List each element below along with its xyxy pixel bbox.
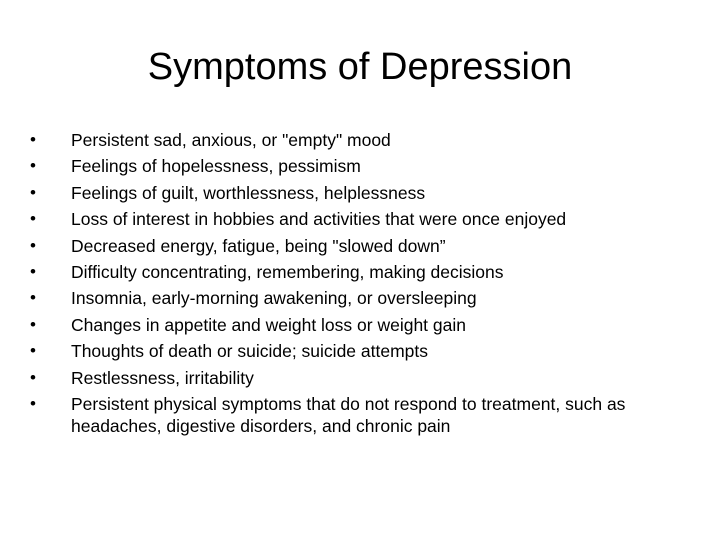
bullet-text: Insomnia, early-morning awakening, or oversleeping bbox=[71, 288, 477, 309]
bullet-text: Feelings of hopelessness, pessimism bbox=[71, 156, 361, 177]
list-item bbox=[30, 153, 690, 179]
list-item bbox=[30, 206, 690, 232]
bullet-text: Thoughts of death or suicide; suicide attempts bbox=[71, 341, 429, 362]
bullet-icon: • bbox=[30, 209, 36, 229]
bullet-icon: • bbox=[30, 367, 36, 387]
list-item bbox=[30, 338, 690, 364]
list-item bbox=[30, 259, 690, 285]
list-item bbox=[30, 391, 690, 439]
bullet-icon: • bbox=[30, 261, 36, 281]
list-item bbox=[30, 180, 690, 206]
bullet-text: Persistent sad, anxious, or "empty" mood bbox=[71, 130, 391, 150]
bullet-icon: • bbox=[30, 156, 36, 176]
bullet-list bbox=[30, 127, 690, 439]
bullet-text: Restlessness, irritability bbox=[71, 367, 254, 388]
bullet-text: Changes in appetite and weight loss or weight gain bbox=[71, 314, 466, 335]
bullet-text: Feelings of guilt, worthlessness, helplessness bbox=[71, 182, 426, 203]
list-item bbox=[30, 312, 690, 338]
bullet-icon: • bbox=[30, 288, 36, 308]
bullet-icon: • bbox=[30, 182, 36, 202]
bullet-text: Decreased energy, fatigue, being "slowed down” bbox=[71, 235, 446, 256]
list-item bbox=[30, 365, 690, 391]
list-item bbox=[30, 285, 690, 311]
list-item bbox=[30, 127, 690, 153]
list-item bbox=[30, 233, 690, 259]
bullet-icon: • bbox=[30, 314, 36, 334]
bullet-text: Loss of interest in hobbies and activities that were once enjoyed bbox=[71, 209, 567, 230]
bullet-icon: • bbox=[30, 130, 36, 149]
bullet-text: Persistent physical symptoms that do not respond to treatment, such as headaches, digestive disorders, and chronic pain bbox=[71, 393, 626, 436]
bullet-icon: • bbox=[30, 341, 36, 361]
bullet-icon: • bbox=[30, 235, 36, 255]
bullet-icon: • bbox=[30, 393, 36, 413]
bullet-text: Difficulty concentrating, remembering, making decisions bbox=[71, 261, 504, 282]
slide-title: Symptoms of Depression bbox=[147, 46, 573, 88]
